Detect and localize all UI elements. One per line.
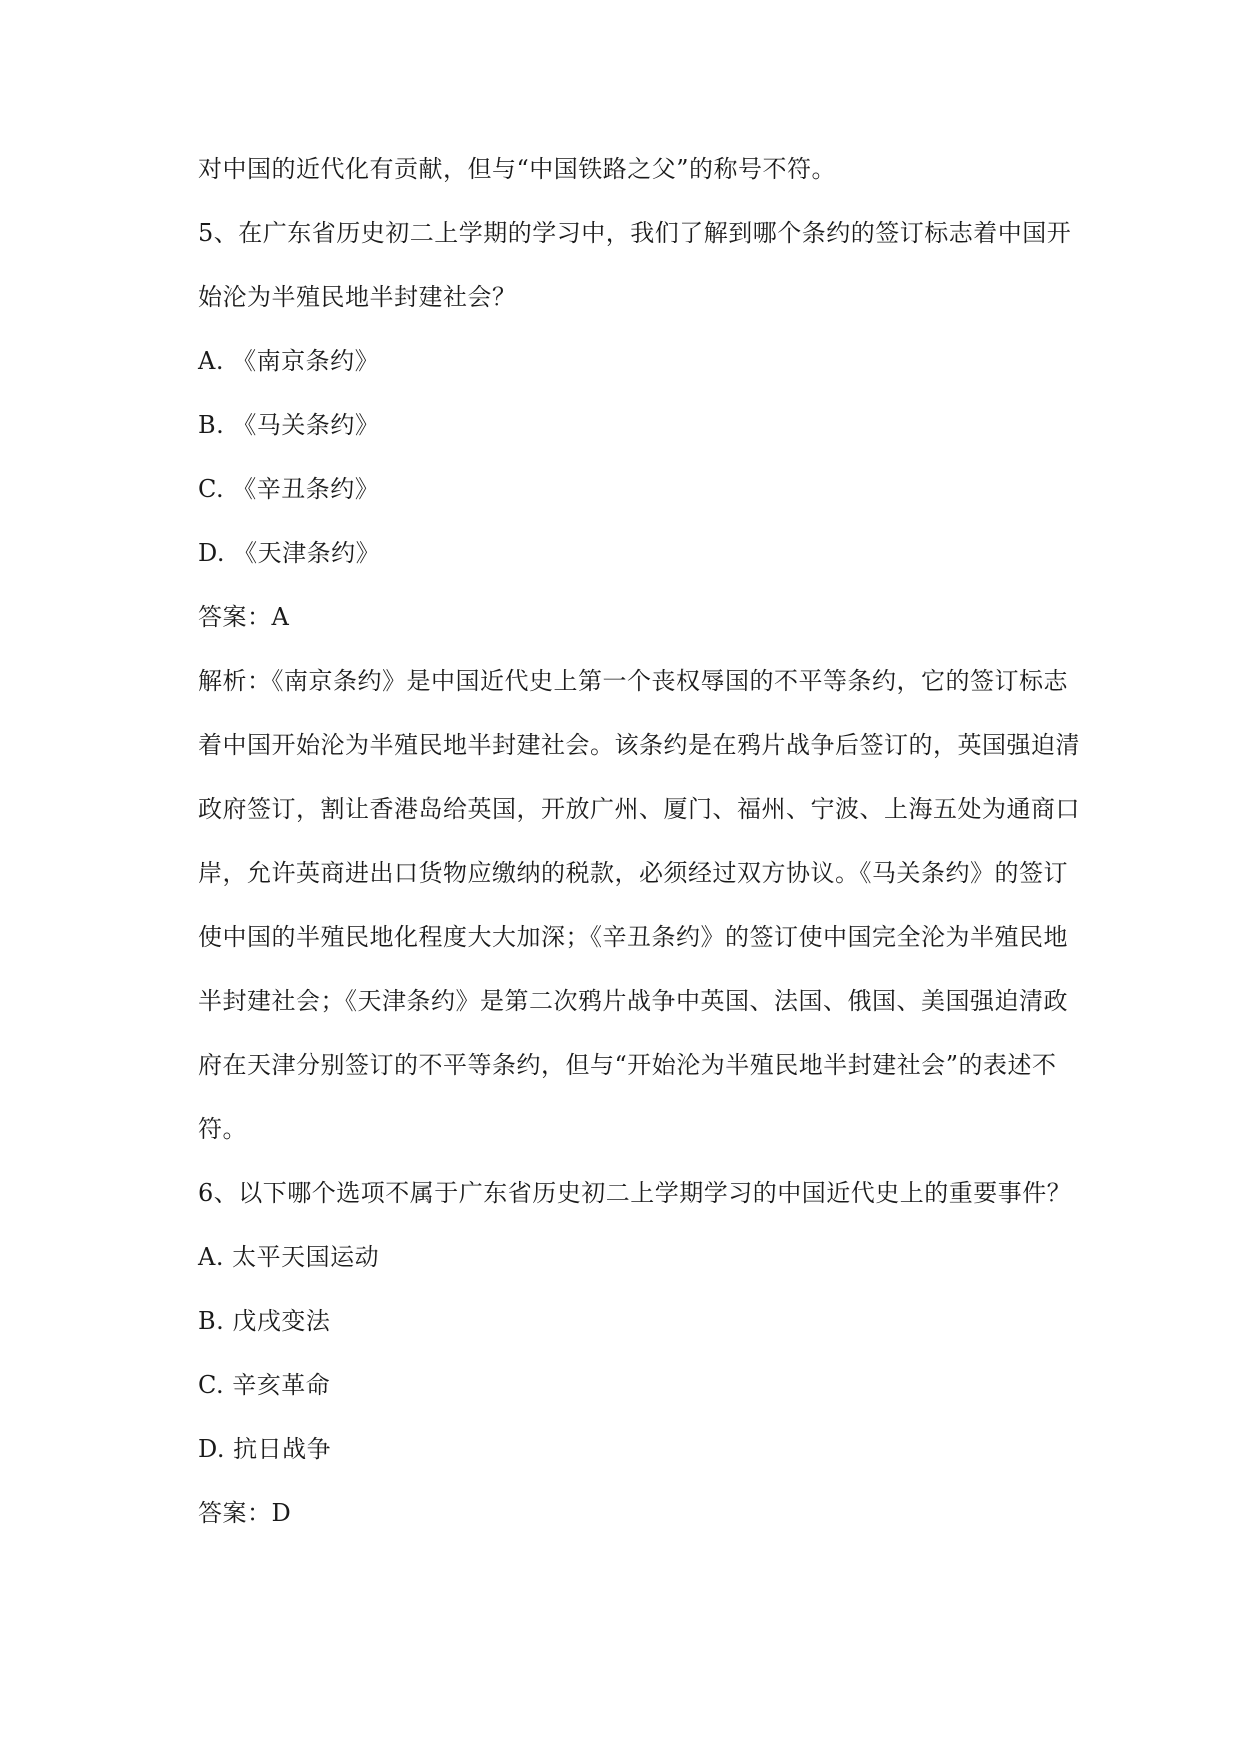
question-5-option-c: C. 《辛丑条约》	[198, 475, 380, 503]
question-5-analysis-line: 政府签订，割让香港岛给英国，开放广州、厦门、福州、宁波、上海五处为通商口	[198, 795, 1080, 823]
question-5-analysis-line: 府在天津分别签订的不平等条约，但与“开始沦为半殖民地半封建社会”的表述不	[198, 1051, 1057, 1079]
question-6-answer: 答案：D	[198, 1499, 292, 1527]
question-5-analysis-line: 解析：《南京条约》是中国近代史上第一个丧权辱国的不平等条约，它的签订标志	[198, 667, 1068, 695]
text-line-previous-analysis-end: 对中国的近代化有贡献，但与“中国铁路之父”的称号不符。	[198, 155, 837, 183]
question-6-stem: 6、以下哪个选项不属于广东省历史初二上学期学习的中国近代史上的重要事件？	[198, 1179, 1072, 1207]
document-body	[198, 137, 1098, 1545]
question-6-option-c: C. 辛亥革命	[198, 1371, 331, 1399]
question-5-stem: 5、在广东省历史初二上学期的学习中，我们了解到哪个条约的签订标志着中国开	[198, 219, 1072, 247]
question-6-option-b: B. 戊戌变法	[198, 1307, 331, 1335]
question-5-analysis-line: 使中国的半殖民地化程度大大加深；《辛丑条约》的签订使中国完全沦为半殖民地	[198, 923, 1068, 951]
question-6-option-d: D. 抗日战争	[198, 1435, 332, 1463]
question-5-option-d: D. 《天津条约》	[198, 539, 381, 567]
question-5-analysis-line: 着中国开始沦为半殖民地半封建社会。该条约是在鸦片战争后签订的，英国强迫清	[198, 731, 1080, 759]
question-5-answer: 答案：A	[198, 603, 290, 631]
question-5-analysis-line: 半封建社会；《天津条约》是第二次鸦片战争中英国、法国、俄国、美国强迫清政	[198, 987, 1068, 1015]
question-5-analysis-line: 岸，允许英商进出口货物应缴纳的税款，必须经过双方协议。《马关条约》的签订	[198, 859, 1068, 887]
question-5-stem-continued: 始沦为半殖民地半封建社会？	[198, 283, 517, 311]
question-6-option-a: A. 太平天国运动	[198, 1243, 380, 1271]
question-5-analysis-line: 符。	[198, 1115, 247, 1143]
question-5-option-a: A. 《南京条约》	[198, 347, 380, 375]
question-5-option-b: B. 《马关条约》	[198, 411, 380, 439]
